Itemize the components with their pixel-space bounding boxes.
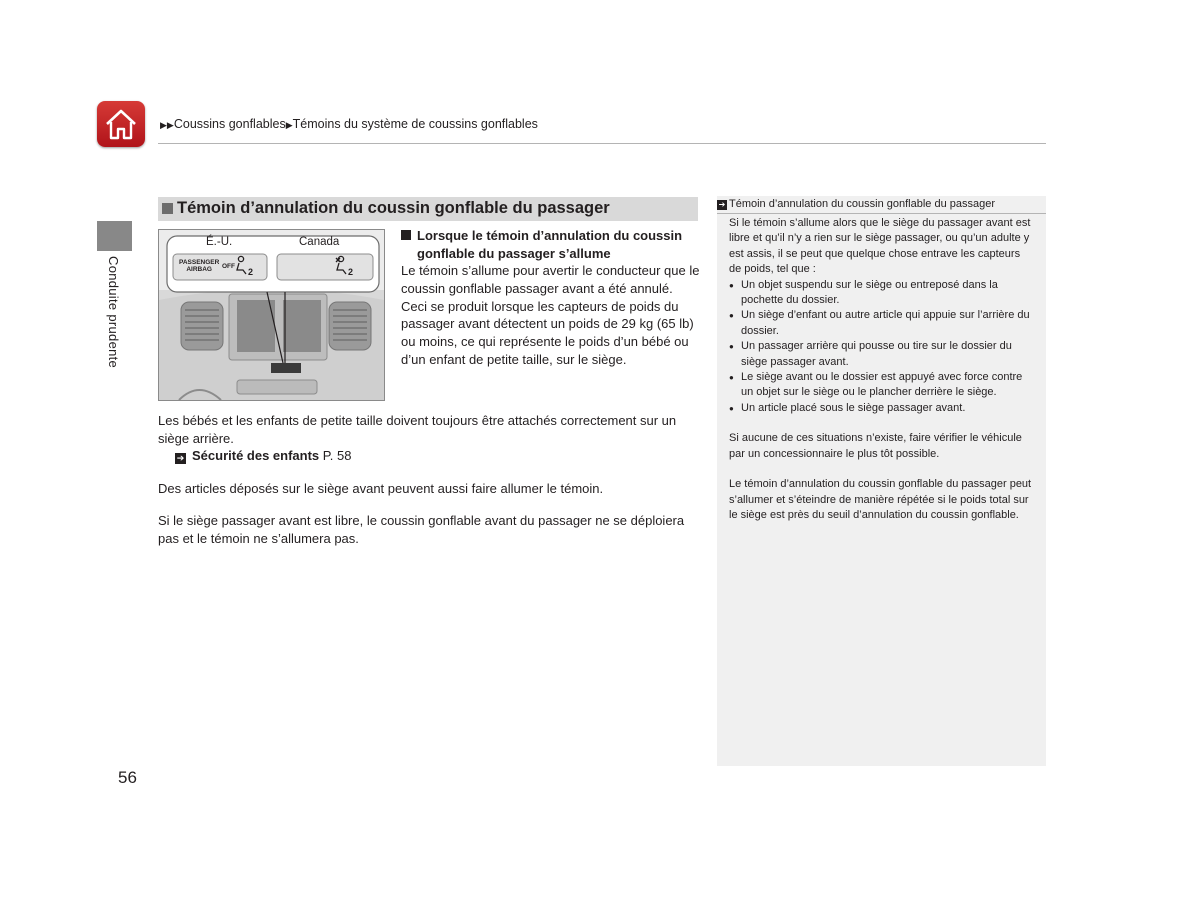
breadcrumb-current: Témoins du système de coussins gonflables xyxy=(292,117,538,131)
off-label: OFF xyxy=(222,263,235,270)
svg-text:2: 2 xyxy=(348,267,354,277)
body-paragraph: Des articles déposés sur le siège avant peuvent aussi faire allumer le témoin. xyxy=(158,481,604,496)
body-paragraph: Les bébés et les enfants de petite taille doivent toujours être attachés correctement sur un siège arrière. xyxy=(158,413,677,446)
breadcrumb xyxy=(160,117,538,131)
notes-intro: Si le témoin s’allume alors que le siège du passager avant est libre et qu’il n’y a rien sur le siège passager, ou qu’un adulte y est assis, il se peut que quelque chose entrave les capteurs de poids, tel que : xyxy=(729,217,1031,276)
body-paragraph: Si le siège passager avant est libre, le coussin gonflable avant du passager ne se déploiera pas et le témoin ne s’allumera pas. xyxy=(158,513,685,546)
svg-text:2: 2 xyxy=(248,267,254,277)
page-number: 56 xyxy=(118,768,137,787)
list-item: ● Un objet suspendu sur le siège ou entreposé dans la pochette du dossier. xyxy=(729,278,1034,309)
canada-label: Canada xyxy=(299,236,340,248)
notes-panel-title: ➔ Témoin d’annulation du coussin gonflable du passager xyxy=(717,196,1046,214)
list-item: ● Un passager arrière qui pousse ou tire sur le dossier du siège passager avant. xyxy=(729,339,1034,370)
home-icon[interactable] xyxy=(97,101,145,147)
heading-square-icon xyxy=(162,203,173,214)
header-divider xyxy=(158,143,1046,144)
cross-reference[interactable]: ➔ Sécurité des enfants P. 58 xyxy=(176,448,352,463)
subheading-square-icon xyxy=(401,230,411,240)
section-heading xyxy=(158,197,698,221)
breadcrumb-link-airbags[interactable]: Coussins gonflables xyxy=(173,117,286,131)
notes-paragraph: Si aucune de ces situations n’existe, faire vérifier le véhicule par un concessionnaire le plus tôt possible. xyxy=(729,432,1022,460)
breadcrumb-arrow-icon: ▶▶ xyxy=(160,120,174,130)
dashboard-illustration xyxy=(158,229,385,401)
chapter-tab[interactable] xyxy=(97,221,132,251)
chapter-label: Conduite prudente xyxy=(106,256,121,369)
notes-list xyxy=(729,278,1034,417)
section-title: Témoin d’annulation du coussin gonflable du passager xyxy=(177,199,610,217)
note-icon: ➔ xyxy=(718,200,726,209)
reference-arrow-icon: ➔ xyxy=(176,453,185,463)
body-paragraph: Le témoin s’allume pour avertir le conducteur que le coussin gonflable passager avant a été annulé. Ceci se produit lorsque les capteurs de poids du passager avant détectent un poids de 29 kg (65 lb) ou moins, ce qui représente le poids d’un bébé ou d’un enfant de petite taille, sur le siège. xyxy=(401,263,700,367)
us-label: É.-U. xyxy=(206,236,233,248)
dashboard-drawing xyxy=(159,230,384,400)
breadcrumb-arrow-icon: ▶ xyxy=(285,120,293,130)
list-item: ● Le siège avant ou le dossier est appuyé avec force contre un objet sur le siège ou le plancher derrière le siège. xyxy=(729,370,1034,401)
list-item: ● Un article placé sous le siège passager avant. xyxy=(729,401,1034,416)
notes-paragraph: Le témoin d’annulation du coussin gonflable du passager peut s’allumer et s’éteindre de manière répétée si le poids total sur le siège est près du seuil d’annulation du coussin gonflable. xyxy=(729,478,1032,521)
subheading: Lorsque le témoin d’annulation du coussin gonflable du passager s’allume xyxy=(401,227,701,263)
notes-panel-body xyxy=(729,216,1034,523)
passenger-airbag-label: PASSENGER AIRBAG xyxy=(179,259,220,273)
list-item: ● Un siège d’enfant ou autre article qui appuie sur l’arrière du dossier. xyxy=(729,308,1034,339)
